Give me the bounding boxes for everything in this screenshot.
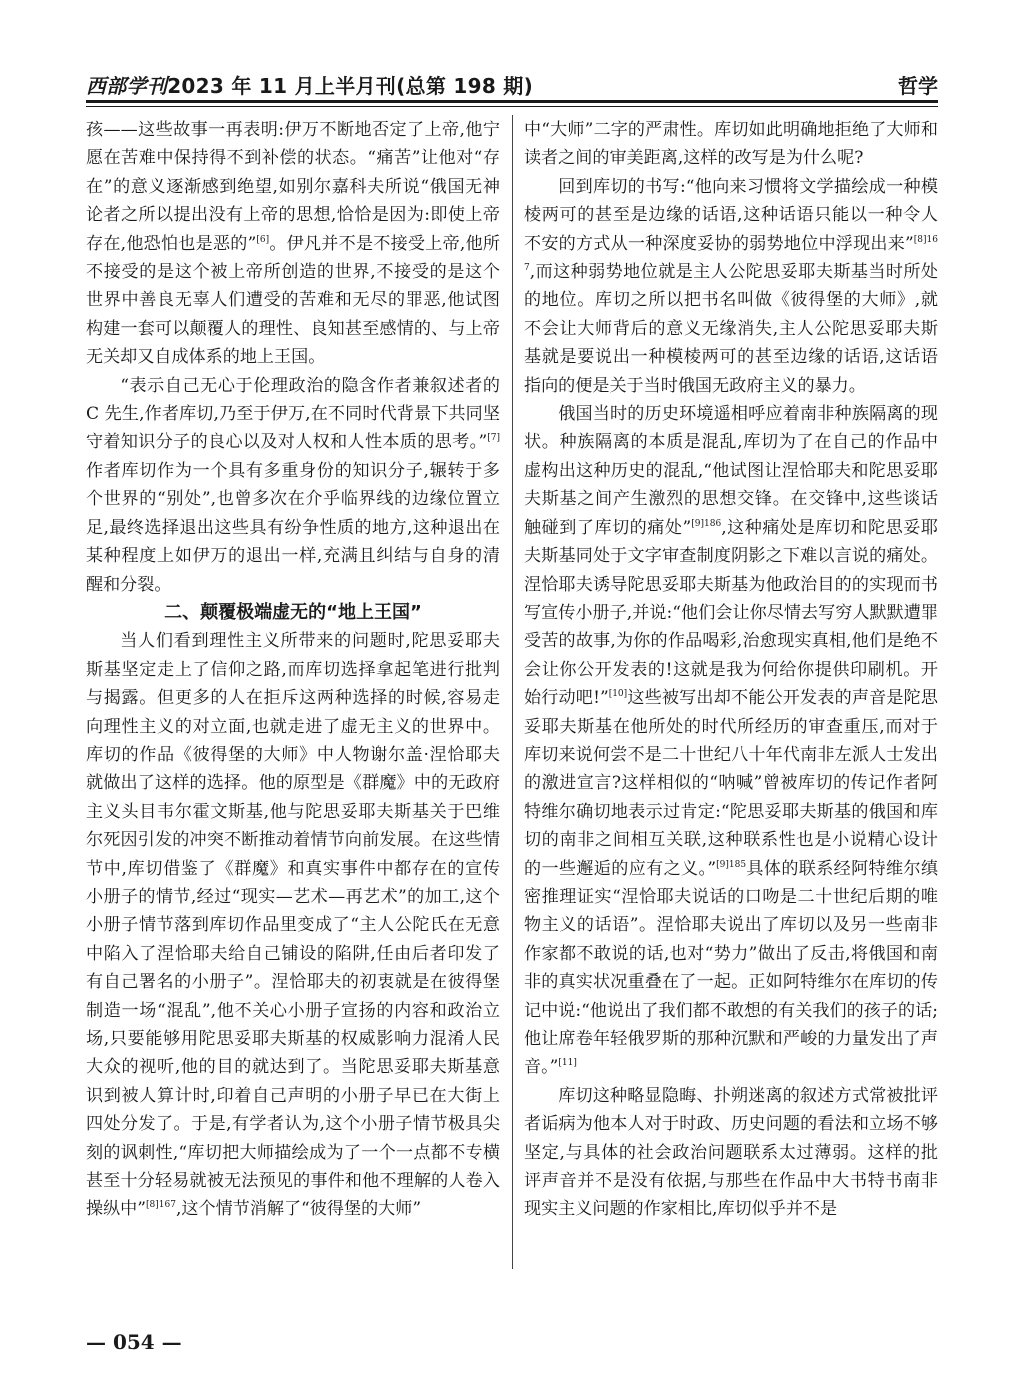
paragraph: 孩——这些故事一再表明:伊万不断地否定了上帝,他宁愿在苦难中保持得不到补偿的状态。“痛苦”让他对“存在”的意义逐渐感到绝望,如别尔嘉科夫所说“俄国无神论者之所以提出没有上帝的思想,恰恰是因为:即使上帝存在,他恐怕也是恶的”[6]。伊凡并不是不接受上帝,他所不接受的是这个被上帝所创造的世界,不接受的是这个世界中善良无辜人们遭受的苦难和无尽的罪恶,他试图构建一套可以颠覆人的理性、良知甚至感情的、与上帝无关却又自成体系的地上王国。 [86, 120, 500, 368]
right-column [524, 116, 938, 1224]
journal-logo: 西部学刊 [86, 74, 168, 98]
paragraph: 俄国当时的历史环境遥相呼应着南非种族隔离的现状。种族隔离的本质是混乱,库切为了在自己的作品中虚构出这种历史的混乱,“他试图让涅恰耶夫和陀思妥耶夫斯基之间产生激烈的思想交锋。在交锋中,这些谈话触碰到了库切的痛处”$^{[9]186}$,这种痛处是库切和陀思妥耶夫斯基同处于文字审查制度阴影之下难以言说的痛处。涅恰耶夫诱导陀思妥耶夫斯基为他政治目的的实现而书写宣传小册子,并说:“他们会让你尽情去写穷人默默遭罪受苦的故事,为你的作品喝彩,治愈现实真相,他们是绝不会让你公开发表的!这就是我为何给你提供印刷机。开始行动吧!”[10]这些被写出却不能公开发表的声音是陀思妥耶夫斯基在他所处的时代所经历的审查重压,而对于库切来说何尝不是二十世纪八十年代南非左派人士发出的激进宣言?这样相似的“呐喊”曾被库切的传记作者阿特维尔确切地表示过肯定:“陀思妥耶夫斯基的俄国和库切的南非之间相互关联,这种联系性也是小说精心设计的一些邂逅的应有之义。”$^{[9]185}$具体的联系经阿特维尔缜密推理证实“涅恰耶夫说话的口吻是二十世纪后期的唯物主义的话语”。涅恰耶夫说出了库切以及另一些南非作家都不敢说的话,也对“势力”做出了反击,将俄国和南非的真实状况重叠在了一起。正如阿特维尔在库切的传记中说:“他说出了我们都不敢想的有关我们的孩子的话;他让席卷年轻俄罗斯的那种沉默和严峻的力量发出了声音。”[11] [524, 404, 939, 1078]
header-rule-thin [86, 106, 938, 107]
section-label: 哲学 [898, 74, 938, 98]
citation: [11] [558, 1058, 577, 1069]
citation: [9]186 [691, 518, 722, 529]
citation: [6] [256, 234, 270, 245]
running-header [86, 68, 938, 98]
paragraph: 中“大师”二字的严肃性。库切如此明确地拒绝了大师和读者之间的审美距离,这样的改写是为什么呢? [524, 120, 938, 169]
left-column [86, 116, 500, 1224]
section-heading: 二、颠覆极端虚无的“地上王国” [164, 601, 422, 623]
header-rule [86, 100, 938, 103]
citation: [7] [487, 433, 500, 444]
paragraph: 库切这种略显隐晦、扑朔迷离的叙述方式常被批评者诟病为他本人对于时政、历史问题的看法和立场不够坚定,与具体的社会政治问题联系太过薄弱。这样的批评声音并不是没有依据,与那些在作品中大书特书南非现实主义问题的作家相比,库切似乎并不是 [524, 1085, 938, 1220]
paragraph: 当人们看到理性主义所带来的问题时,陀思妥耶夫斯基坚定走上了信仰之路,而库切选择拿起笔进行批判与揭露。但更多的人在拒斥这两种选择的时候,容易走向理性主义的对立面,也就走进了虚无主义的世界中。库切的作品《彼得堡的大师》中人物谢尔盖·涅恰耶夫就做出了这样的选择。他的原型是《群魔》中的无政府主义头目韦尔霍文斯基,他与陀思妥耶夫斯基关于巴维尔死因引发的冲突不断推动着情节向前发展。在这些情节中,库切借鉴了《群魔》和真实事件中都存在的宣传小册子的情节,经过“现实—艺术—再艺术”的加工,这个小册子情节落到库切作品里变成了“主人公陀氏在无意中陷入了涅恰耶夫给自己铺设的陷阱,任由后者印发了有自己署名的小册子”。涅恰耶夫的初衷就是在彼得堡制造一场“混乱”,他不关心小册子宣扬的内容和政治立场,只要能够用陀思妥耶夫斯基的权威影响力混淆人民大众的视听,他的目的就达到了。当陀思妥耶夫斯基意识到被人算计时,印着自己声明的小册子早已在大街上四处分发了。于是,有学者认为,这个小册子情节极具尖刻的讽刺性,“库切把大师描绘成为了一个一点都不专横甚至十分轻易就被无法预见的事件和他不理解的人卷入操纵中”$^{[8]167}$,这个情节消解了“彼得堡的大师” [86, 631, 500, 1220]
citation: [9]185 [716, 859, 747, 870]
paragraph: 回到库切的书写:“他向来习惯将文学描绘成一种模棱两可的甚至是边缘的话语,这种话语只能以一种令人不安的方式从一种深度妥协的弱势地位中浮现出来”$^{[8]167}$,而这种弱势地位就是主人公陀思妥耶夫斯基当时所处的地位。库切之所以把书名叫做《彼得堡的大师》,就不会让大师背后的意义无缘消失,主人公陀思妥耶夫斯基就是要说出一种模棱两可的甚至边缘的话语,这话语指向的便是关于当时俄国无政府主义的暴力。 [524, 176, 938, 396]
citation: [8]167 [524, 234, 938, 274]
citation: [8]167 [146, 1200, 176, 1211]
issue-label: 2023 年 11 月上半月刊(总第 198 期) [167, 74, 534, 98]
journal-issue [86, 70, 533, 99]
page-number: — 054 — [86, 1330, 182, 1354]
column-divider [512, 115, 513, 1269]
citation: [10] [608, 689, 628, 700]
paragraph: “表示自己无心于伦理政治的隐含作者兼叙述者的 C 先生,作者库切,乃至于伊万,在不同时代背景下共同坚守着知识分子的良心以及对人权和人性本质的思考。”[7]作者库切作为一个具有多重身份的知识分子,辗转于多个世界的“别处”,也曾多次在介乎临界线的边缘位置立足,最终选择退出这些具有纷争性质的地方,这种退出在某种程度上如伊万的退出一样,充满且纠结与自身的清醒和分裂。 [86, 375, 500, 595]
